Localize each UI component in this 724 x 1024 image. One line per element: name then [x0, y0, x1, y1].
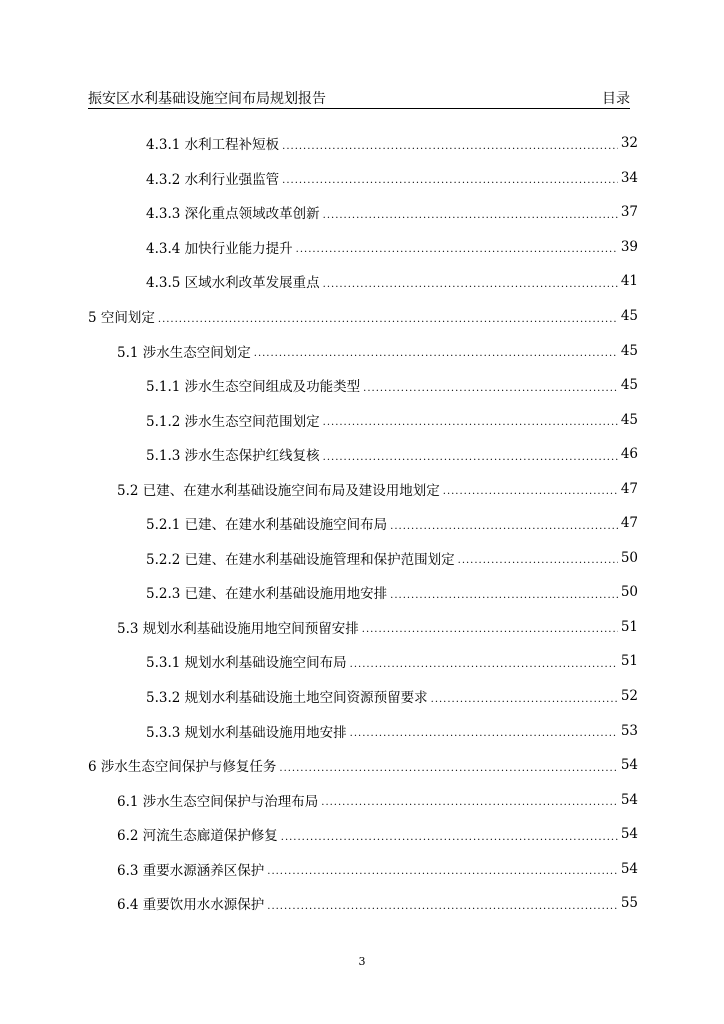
toc-leader-dots	[363, 383, 618, 394]
toc-entry-title: 5.3 规划水利基础设施用地空间预留安排	[117, 620, 359, 637]
toc-entry-page: 54	[620, 791, 638, 808]
toc-leader-dots	[458, 555, 618, 566]
toc-entry-title: 5.2 已建、在建水利基础设施空间布局及建设用地划定	[117, 482, 440, 499]
toc-entry-page: 39	[620, 238, 638, 255]
toc-entry-page: 41	[620, 273, 638, 290]
toc-entry-title: 5.2.3 已建、在建水利基础设施用地安排	[146, 586, 388, 603]
toc-entry[interactable]	[0, 333, 724, 368]
toc-entry[interactable]	[0, 679, 724, 714]
toc-entry[interactable]	[0, 748, 724, 783]
toc-entry-title: 6.1 涉水生态空间保护与治理布局	[117, 793, 319, 810]
toc-entry-title: 5.1.1 涉水生态空间组成及功能类型	[146, 379, 361, 396]
toc-leader-dots	[323, 279, 618, 290]
toc-leader-dots	[267, 866, 618, 877]
toc-entry-page: 46	[620, 446, 638, 463]
toc-entry[interactable]	[0, 817, 724, 852]
toc-leader-dots	[390, 590, 618, 601]
toc-entry-title: 5.1 涉水生态空间划定	[117, 344, 251, 361]
toc-entry-title: 4.3.5 区域水利改革发展重点	[146, 275, 320, 292]
toc-entry[interactable]	[0, 126, 724, 161]
toc-entry-page: 47	[620, 480, 638, 497]
toc-entry[interactable]	[0, 230, 724, 265]
toc-entry-title: 6.3 重要水源涵养区保护	[117, 862, 265, 879]
toc-entry[interactable]	[0, 402, 724, 437]
toc-entry-title: 4.3.3 深化重点领域改革创新	[146, 206, 320, 223]
toc-leader-dots	[362, 624, 618, 635]
table-of-contents	[0, 126, 724, 921]
toc-leader-dots	[350, 728, 618, 739]
report-title: 振安区水利基础设施空间布局规划报告	[88, 91, 326, 107]
toc-entry-page: 53	[620, 722, 638, 739]
toc-entry-page: 54	[620, 757, 638, 774]
toc-entry-title: 6.4 重要饮用水水源保护	[117, 897, 265, 914]
toc-entry[interactable]	[0, 299, 724, 334]
toc-entry[interactable]	[0, 437, 724, 472]
toc-leader-dots	[350, 659, 618, 670]
page-number: 3	[358, 955, 366, 968]
toc-leader-dots	[431, 694, 618, 705]
toc-entry-title: 5.3.1 规划水利基础设施空间布局	[146, 655, 347, 672]
toc-entry-title: 6 涉水生态空间保护与修复任务	[88, 759, 277, 776]
toc-entry-page: 32	[620, 135, 638, 152]
toc-entry-title: 5.1.3 涉水生态保护红线复核	[146, 448, 320, 465]
toc-entry[interactable]	[0, 782, 724, 817]
toc-leader-dots	[279, 763, 617, 774]
toc-entry[interactable]	[0, 851, 724, 886]
toc-entry-page: 54	[620, 860, 638, 877]
toc-entry-page: 47	[620, 515, 638, 532]
toc-leader-dots	[323, 452, 618, 463]
toc-entry-page: 51	[620, 653, 638, 670]
toc-entry-page: 52	[620, 688, 638, 705]
toc-entry[interactable]	[0, 161, 724, 196]
toc-entry-page: 45	[620, 377, 638, 394]
toc-entry[interactable]	[0, 575, 724, 610]
toc-leader-dots	[323, 417, 618, 428]
toc-entry-title: 4.3.1 水利工程补短板	[146, 137, 280, 154]
toc-entry-page: 37	[620, 204, 638, 221]
toc-leader-dots	[323, 210, 618, 221]
toc-entry[interactable]	[0, 886, 724, 921]
toc-entry-page: 55	[620, 895, 638, 912]
page-header	[88, 86, 630, 109]
toc-entry-title: 5.3.2 规划水利基础设施土地空间资源预留要求	[146, 690, 428, 707]
toc-entry-title: 5.1.2 涉水生态空间范围划定	[146, 413, 320, 430]
toc-entry-page: 34	[620, 169, 638, 186]
toc-entry[interactable]	[0, 541, 724, 576]
toc-entry[interactable]	[0, 195, 724, 230]
toc-entry-page: 50	[620, 584, 638, 601]
toc-entry[interactable]	[0, 713, 724, 748]
toc-entry-title: 6.2 河流生态廊道保护修复	[117, 828, 278, 845]
toc-entry-page: 45	[620, 411, 638, 428]
toc-leader-dots	[267, 901, 618, 912]
toc-entry-title: 5.2.2 已建、在建水利基础设施管理和保护范围划定	[146, 551, 455, 568]
toc-entry[interactable]	[0, 610, 724, 645]
section-label: 目录	[602, 91, 630, 107]
toc-leader-dots	[158, 314, 618, 325]
toc-leader-dots	[296, 244, 618, 255]
toc-entry-title: 4.3.4 加快行业能力提升	[146, 240, 293, 257]
toc-entry[interactable]	[0, 644, 724, 679]
toc-leader-dots	[282, 141, 618, 152]
toc-entry-page: 51	[620, 618, 638, 635]
toc-entry-title: 5 空间划定	[88, 310, 155, 326]
toc-leader-dots	[281, 832, 618, 843]
toc-entry[interactable]	[0, 264, 724, 299]
toc-leader-dots	[443, 486, 618, 497]
toc-entry-page: 54	[620, 826, 638, 843]
toc-leader-dots	[254, 348, 618, 359]
toc-entry-title: 5.2.1 已建、在建水利基础设施空间布局	[146, 517, 388, 534]
toc-entry[interactable]	[0, 471, 724, 506]
toc-leader-dots	[282, 175, 618, 186]
toc-entry[interactable]	[0, 506, 724, 541]
toc-entry-title: 4.3.2 水利行业强监管	[146, 171, 280, 188]
toc-entry[interactable]	[0, 368, 724, 403]
toc-entry-title: 5.3.3 规划水利基础设施用地安排	[146, 724, 347, 741]
toc-entry-page: 45	[620, 308, 638, 324]
toc-leader-dots	[321, 797, 618, 808]
toc-leader-dots	[390, 521, 618, 532]
toc-entry-page: 50	[620, 549, 638, 566]
toc-entry-page: 45	[620, 342, 638, 359]
